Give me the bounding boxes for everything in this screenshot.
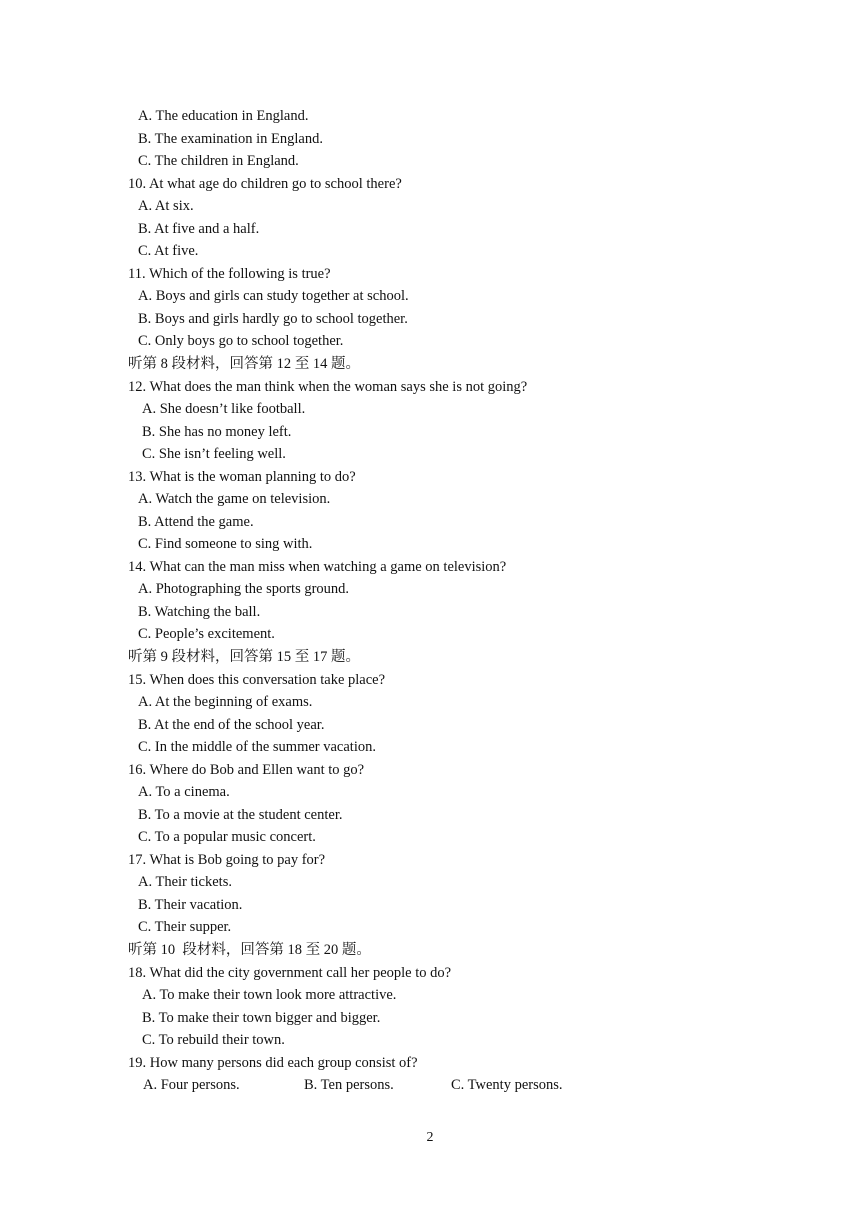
q19-option-a: A. Four persons. <box>143 1077 240 1093</box>
question-17: 17. What is Bob going to pay for? <box>128 852 326 868</box>
q19-option-b: B. Ten persons. <box>304 1077 394 1093</box>
q16-option-b: B. To a movie at the student center. <box>138 807 343 823</box>
q14-option-a: A. Photographing the sports ground. <box>138 581 350 597</box>
q10-option-b: B. At five and a half. <box>138 221 260 237</box>
q14-option-c: C. People’s excitement. <box>138 626 275 642</box>
q16-option-a: A. To a cinema. <box>138 784 230 800</box>
q11-option-c: C. Only boys go to school together. <box>138 333 344 349</box>
question-12: 12. What does the man think when the woman says she is not going? <box>128 379 528 395</box>
page-number: 2 <box>426 1130 434 1145</box>
q14-option-b: B. Watching the ball. <box>138 604 261 620</box>
q13-option-b: B. Attend the game. <box>138 514 254 530</box>
q18-option-b: B. To make their town bigger and bigger. <box>142 1010 381 1026</box>
question-14: 14. What can the man miss when watching a game on television? <box>128 559 507 575</box>
q17-option-a: A. Their tickets. <box>138 874 232 890</box>
q13-option-c: C. Find someone to sing with. <box>138 536 313 552</box>
question-10: 10. At what age do children go to school there? <box>128 176 402 192</box>
q17-option-c: C. Their supper. <box>138 919 232 935</box>
q12-option-c: C. She isn’t feeling well. <box>142 446 286 462</box>
q16-option-c: C. To a popular music concert. <box>138 829 316 845</box>
q19-option-c: C. Twenty persons. <box>451 1077 563 1093</box>
question-11: 11. Which of the following is true? <box>128 266 331 282</box>
q9-option-c: C. The children in England. <box>138 153 299 169</box>
q13-option-a: A. Watch the game on television. <box>138 491 331 507</box>
q12-option-b: B. She has no money left. <box>142 424 292 440</box>
section-heading-10: 听第 10 段材料，回答第 18 至 20 题。 <box>128 942 371 958</box>
q11-option-a: A. Boys and girls can study together at school. <box>138 288 409 304</box>
q11-option-b: B. Boys and girls hardly go to school together. <box>138 311 408 327</box>
q17-option-b: B. Their vacation. <box>138 897 243 913</box>
q19-options-row <box>143 1078 743 1094</box>
question-13: 13. What is the woman planning to do? <box>128 469 356 485</box>
question-19: 19. How many persons did each group consist of? <box>128 1055 418 1071</box>
q15-option-b: B. At the end of the school year. <box>138 717 325 733</box>
q15-option-a: A. At the beginning of exams. <box>138 694 313 710</box>
question-18: 18. What did the city government call her people to do? <box>128 965 452 981</box>
q10-option-c: C. At five. <box>138 243 199 259</box>
section-heading-8: 听第 8 段材料，回答第 12 至 14 题。 <box>128 356 360 372</box>
q12-option-a: A. She doesn’t like football. <box>142 401 306 417</box>
q18-option-a: A. To make their town look more attractive. <box>142 987 397 1003</box>
q10-option-a: A. At six. <box>138 198 194 214</box>
question-15: 15. When does this conversation take place? <box>128 672 386 688</box>
q15-option-c: C. In the middle of the summer vacation. <box>138 739 376 755</box>
q9-option-b: B. The examination in England. <box>138 131 323 147</box>
q9-option-a: A. The education in England. <box>138 108 309 124</box>
question-16: 16. Where do Bob and Ellen want to go? <box>128 762 365 778</box>
q18-option-c: C. To rebuild their town. <box>142 1032 285 1048</box>
section-heading-9: 听第 9 段材料，回答第 15 至 17 题。 <box>128 649 360 665</box>
